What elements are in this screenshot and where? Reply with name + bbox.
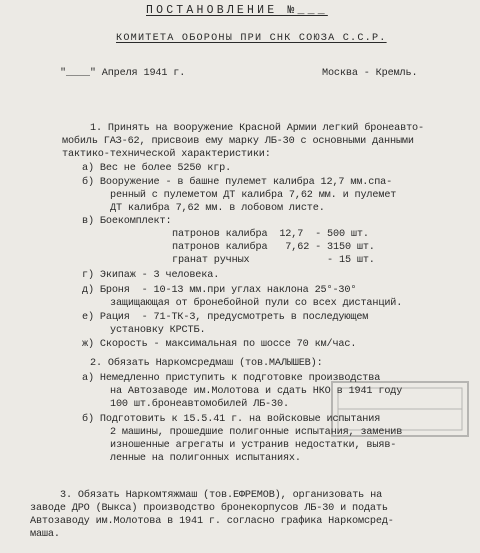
paragraph-line: г) Экипаж - 3 человека. bbox=[82, 270, 220, 281]
paragraph-line: а) Вес не более 5250 кгр. bbox=[82, 163, 232, 174]
paragraph-line: мобиль ГАЗ-62, присвоив ему марку ЛБ-30 с основными данными bbox=[62, 136, 414, 147]
paragraph-line: тактико-технической характеристики: bbox=[62, 149, 271, 160]
paragraph-line: ренный с пулеметом ДТ калибра 7,62 мм. и пулемет bbox=[110, 190, 397, 201]
archive-stamp-icon bbox=[330, 380, 470, 438]
paragraph-line: 1. Принять на вооружение Красной Армии легкий бронеавто- bbox=[90, 123, 424, 134]
paragraph-line: патронов калибра 7,62 - 3150 шт. bbox=[172, 242, 375, 253]
paragraph-line: ж) Скорость - максимальная по шоссе 70 км/час. bbox=[82, 339, 357, 350]
paragraph-line: маша. bbox=[30, 529, 60, 540]
paragraph-line: д) Броня - 10-13 мм.при углах наклона 25°-30° bbox=[82, 285, 357, 296]
paragraph-line: на Автозаводе им.Молотова и сдать НКО в 1941 году bbox=[110, 386, 403, 397]
paragraph-line: б) Подготовить к 15.5.41 г. на войсковые испытания bbox=[82, 414, 381, 425]
document-title: ПОСТАНОВЛЕНИЕ №___ bbox=[146, 4, 328, 17]
paragraph-line: б) Вооружение - в башне пулемет калибра 12,7 мм.спа- bbox=[82, 177, 393, 188]
paragraph-line: защищающая от бронебойной пули со всех дистанций. bbox=[110, 298, 403, 309]
paragraph-line: ленные на полигонных испытаниях. bbox=[110, 453, 301, 464]
paragraph-line: ДТ калибра 7,62 мм. в лобовом листе. bbox=[110, 203, 325, 214]
paragraph-line: 3. Обязать Наркомтяжмаш (тов.ЕФРЕМОВ), организовать на bbox=[60, 490, 383, 501]
document-subtitle: КОМИТЕТА ОБОРОНЫ ПРИ СНК СОЮЗА С.С.Р. bbox=[116, 33, 387, 44]
paragraph-line: Автозаводу им.Молотова в 1941 г. согласно графика Наркомсред- bbox=[30, 516, 394, 527]
paragraph-line: а) Немедленно приступить к подготовке производства bbox=[82, 373, 381, 384]
paragraph-line: установку КРСТБ. bbox=[110, 325, 206, 336]
paragraph-line: изношенные агрегаты и устранив недостатки, выяв- bbox=[110, 440, 397, 451]
paragraph-line: заводе ДРО (Выкса) производство бронекорпусов ЛБ-30 и подать bbox=[30, 503, 388, 514]
paragraph-line: е) Рация - 71-ТК-3, предусмотреть в последующем bbox=[82, 312, 369, 323]
paragraph-line: патронов калибра 12,7 - 500 шт. bbox=[172, 229, 369, 240]
document-place: Москва - Кремль. bbox=[322, 68, 418, 79]
document-date: "____" Апреля 1941 г. bbox=[60, 68, 186, 79]
paragraph-line: в) Боекомплект: bbox=[82, 216, 172, 227]
paragraph-line: гранат ручных - 15 шт. bbox=[172, 255, 375, 266]
paragraph-line: 2 машины, прошедшие полигонные испытания, заменив bbox=[110, 427, 403, 438]
paragraph-line: 100 шт.бронеавтомобилей ЛБ-30. bbox=[110, 399, 289, 410]
paragraph-line: 2. Обязать Наркомсредмаш (тов.МАЛЫШЕВ): bbox=[90, 358, 323, 369]
